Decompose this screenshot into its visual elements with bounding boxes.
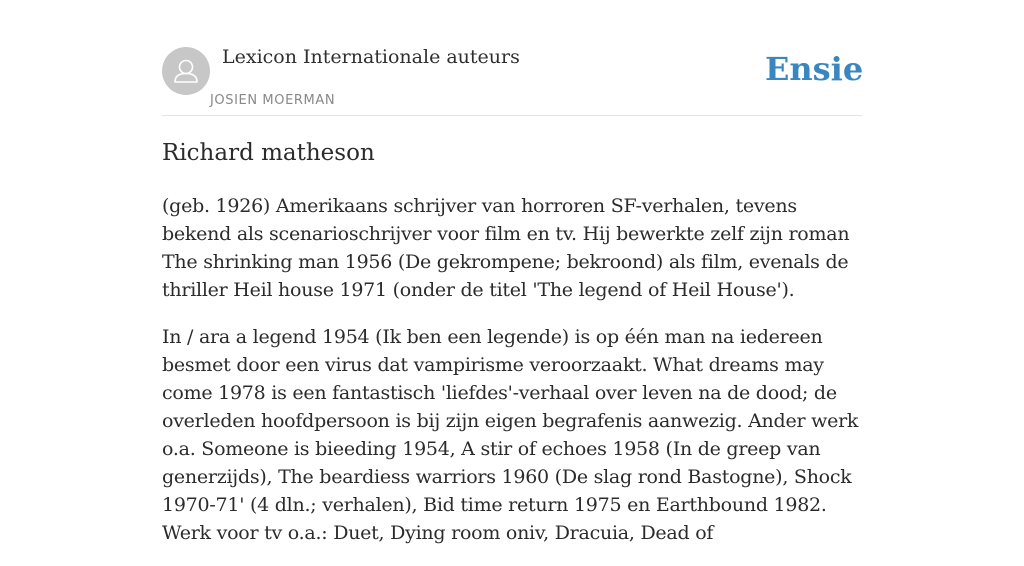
entry-title: Richard matheson (162, 140, 375, 166)
entry-paragraph-1: (geb. 1926) Amerikaans schrijver van horroren SF-verhalen, tevens bekend als scenarioschrijver voor film en tv. Hij bewerkte zelf zijn roman The shrinking man 1956 (De gekrompene; bekroond) als film, evenals de thriller Heil house 1971 (onder de titel 'The legend of Heil House'). (162, 195, 850, 301)
author-name[interactable]: JOSIEN MOERMAN (210, 93, 336, 108)
ensie-logo[interactable]: Ensie (765, 50, 864, 88)
avatar[interactable] (162, 47, 210, 95)
source-title[interactable]: Lexicon Internationale auteurs (222, 46, 520, 68)
header-divider (162, 115, 862, 116)
entry-body (162, 192, 868, 566)
entry-paragraph-2: In / ara a legend 1954 (Ik ben een legende) is op één man na iedereen besmet door een virus dat vampirisme veroorzaakt. What dreams may come 1978 is een fantastisch 'liefdes'-verhaal over leven na de dood; de overleden hoofdpersoon is bij zijn eigen begrafenis aanwezig. Ander werk o.a. Someone is bieeding 1954, A stir of echoes 1958 (In de greep van generzijds), The beardiess warriors 1960 (De slag rond Bastogne), Shock 1970-71' (4 dln.; verhalen), Bid time return 1975 en Earthbound 1982. Werk voor tv o.a.: Duet, Dying room oniv, Dracuia, Dead of (162, 326, 859, 544)
user-icon (162, 47, 210, 95)
